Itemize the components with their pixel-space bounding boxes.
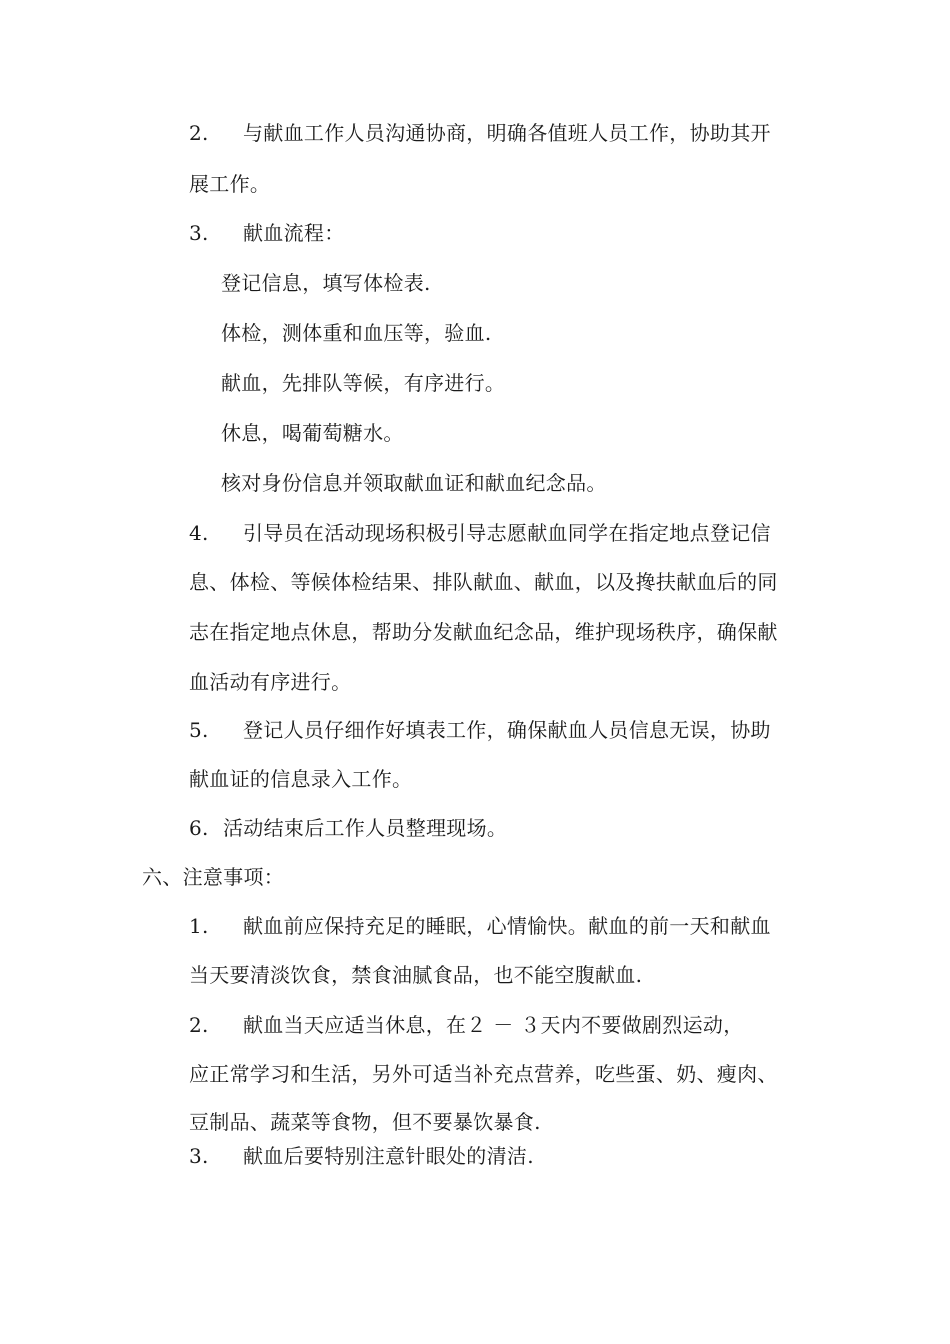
list-item-4-continuation-3: 血活动有序进行。 bbox=[189, 670, 352, 694]
item-text: 献血前应保持充足的睡眠，心情愉快。献血的前一天和献血 bbox=[243, 914, 771, 938]
note-item-2-continuation-1: 应正常学习和生活，另外可适当补充点营养，吃些蛋、奶、瘦肉、 bbox=[189, 1062, 778, 1086]
item-number: 2. bbox=[189, 121, 209, 145]
list-item-4 bbox=[189, 521, 771, 545]
item-text: 与献血工作人员沟通协商，明确各值班人员工作，协助其开 bbox=[243, 121, 771, 145]
note-item-3 bbox=[189, 1144, 534, 1168]
item-text: 献血后要特别注意针眼处的清洁. bbox=[243, 1144, 534, 1168]
flow-step-1: 登记信息，填写体检表. bbox=[221, 271, 431, 295]
flow-step-5: 核对身份信息并领取献血证和献血纪念品。 bbox=[221, 471, 607, 495]
item-number: 1. bbox=[189, 914, 209, 938]
item-number: 3. bbox=[189, 1144, 209, 1168]
item-text: 献血流程： bbox=[243, 221, 345, 245]
item-number: 2. bbox=[189, 1013, 209, 1037]
item-number: 3. bbox=[189, 221, 209, 245]
item-text: 引导员在活动现场积极引导志愿献血同学在指定地点登记信 bbox=[243, 521, 771, 545]
flow-step-2: 体检，测体重和血压等，验血. bbox=[221, 321, 492, 345]
list-item-4-continuation-1: 息、体检、等候体检结果、排队献血、献血，以及搀扶献血后的同 bbox=[189, 570, 778, 594]
section-heading: 六、注意事项： bbox=[142, 865, 285, 889]
item-text: 献血当天应适当休息，在２ － ３天内不要做剧烈运动， bbox=[243, 1013, 744, 1037]
list-item-5 bbox=[189, 718, 771, 742]
flow-step-3: 献血，先排队等候，有序进行。 bbox=[221, 371, 506, 395]
list-item-2 bbox=[189, 121, 771, 145]
note-item-2 bbox=[189, 1013, 744, 1037]
note-item-1 bbox=[189, 914, 771, 938]
list-item-2-continuation: 展工作。 bbox=[189, 172, 271, 196]
item-number: 5. bbox=[189, 718, 209, 742]
list-item-6 bbox=[189, 816, 507, 840]
note-item-1-continuation: 当天要清淡饮食，禁食油腻食品，也不能空腹献血. bbox=[189, 963, 643, 987]
item-number: 6. bbox=[189, 816, 209, 840]
list-item-4-continuation-2: 志在指定地点休息，帮助分发献血纪念品，维护现场秩序，确保献 bbox=[189, 620, 778, 644]
flow-step-4: 休息，喝葡萄糖水。 bbox=[221, 421, 404, 445]
note-item-2-continuation-2: 豆制品、蔬菜等食物，但不要暴饮暴食. bbox=[189, 1110, 541, 1134]
item-number: 4. bbox=[189, 521, 209, 545]
list-item-5-continuation: 献血证的信息录入工作。 bbox=[189, 767, 413, 791]
item-text: 登记人员仔细作好填表工作，确保献血人员信息无误，协助 bbox=[243, 718, 771, 742]
item-text: 活动结束后工作人员整理现场。 bbox=[223, 816, 508, 840]
list-item-3 bbox=[189, 221, 345, 245]
